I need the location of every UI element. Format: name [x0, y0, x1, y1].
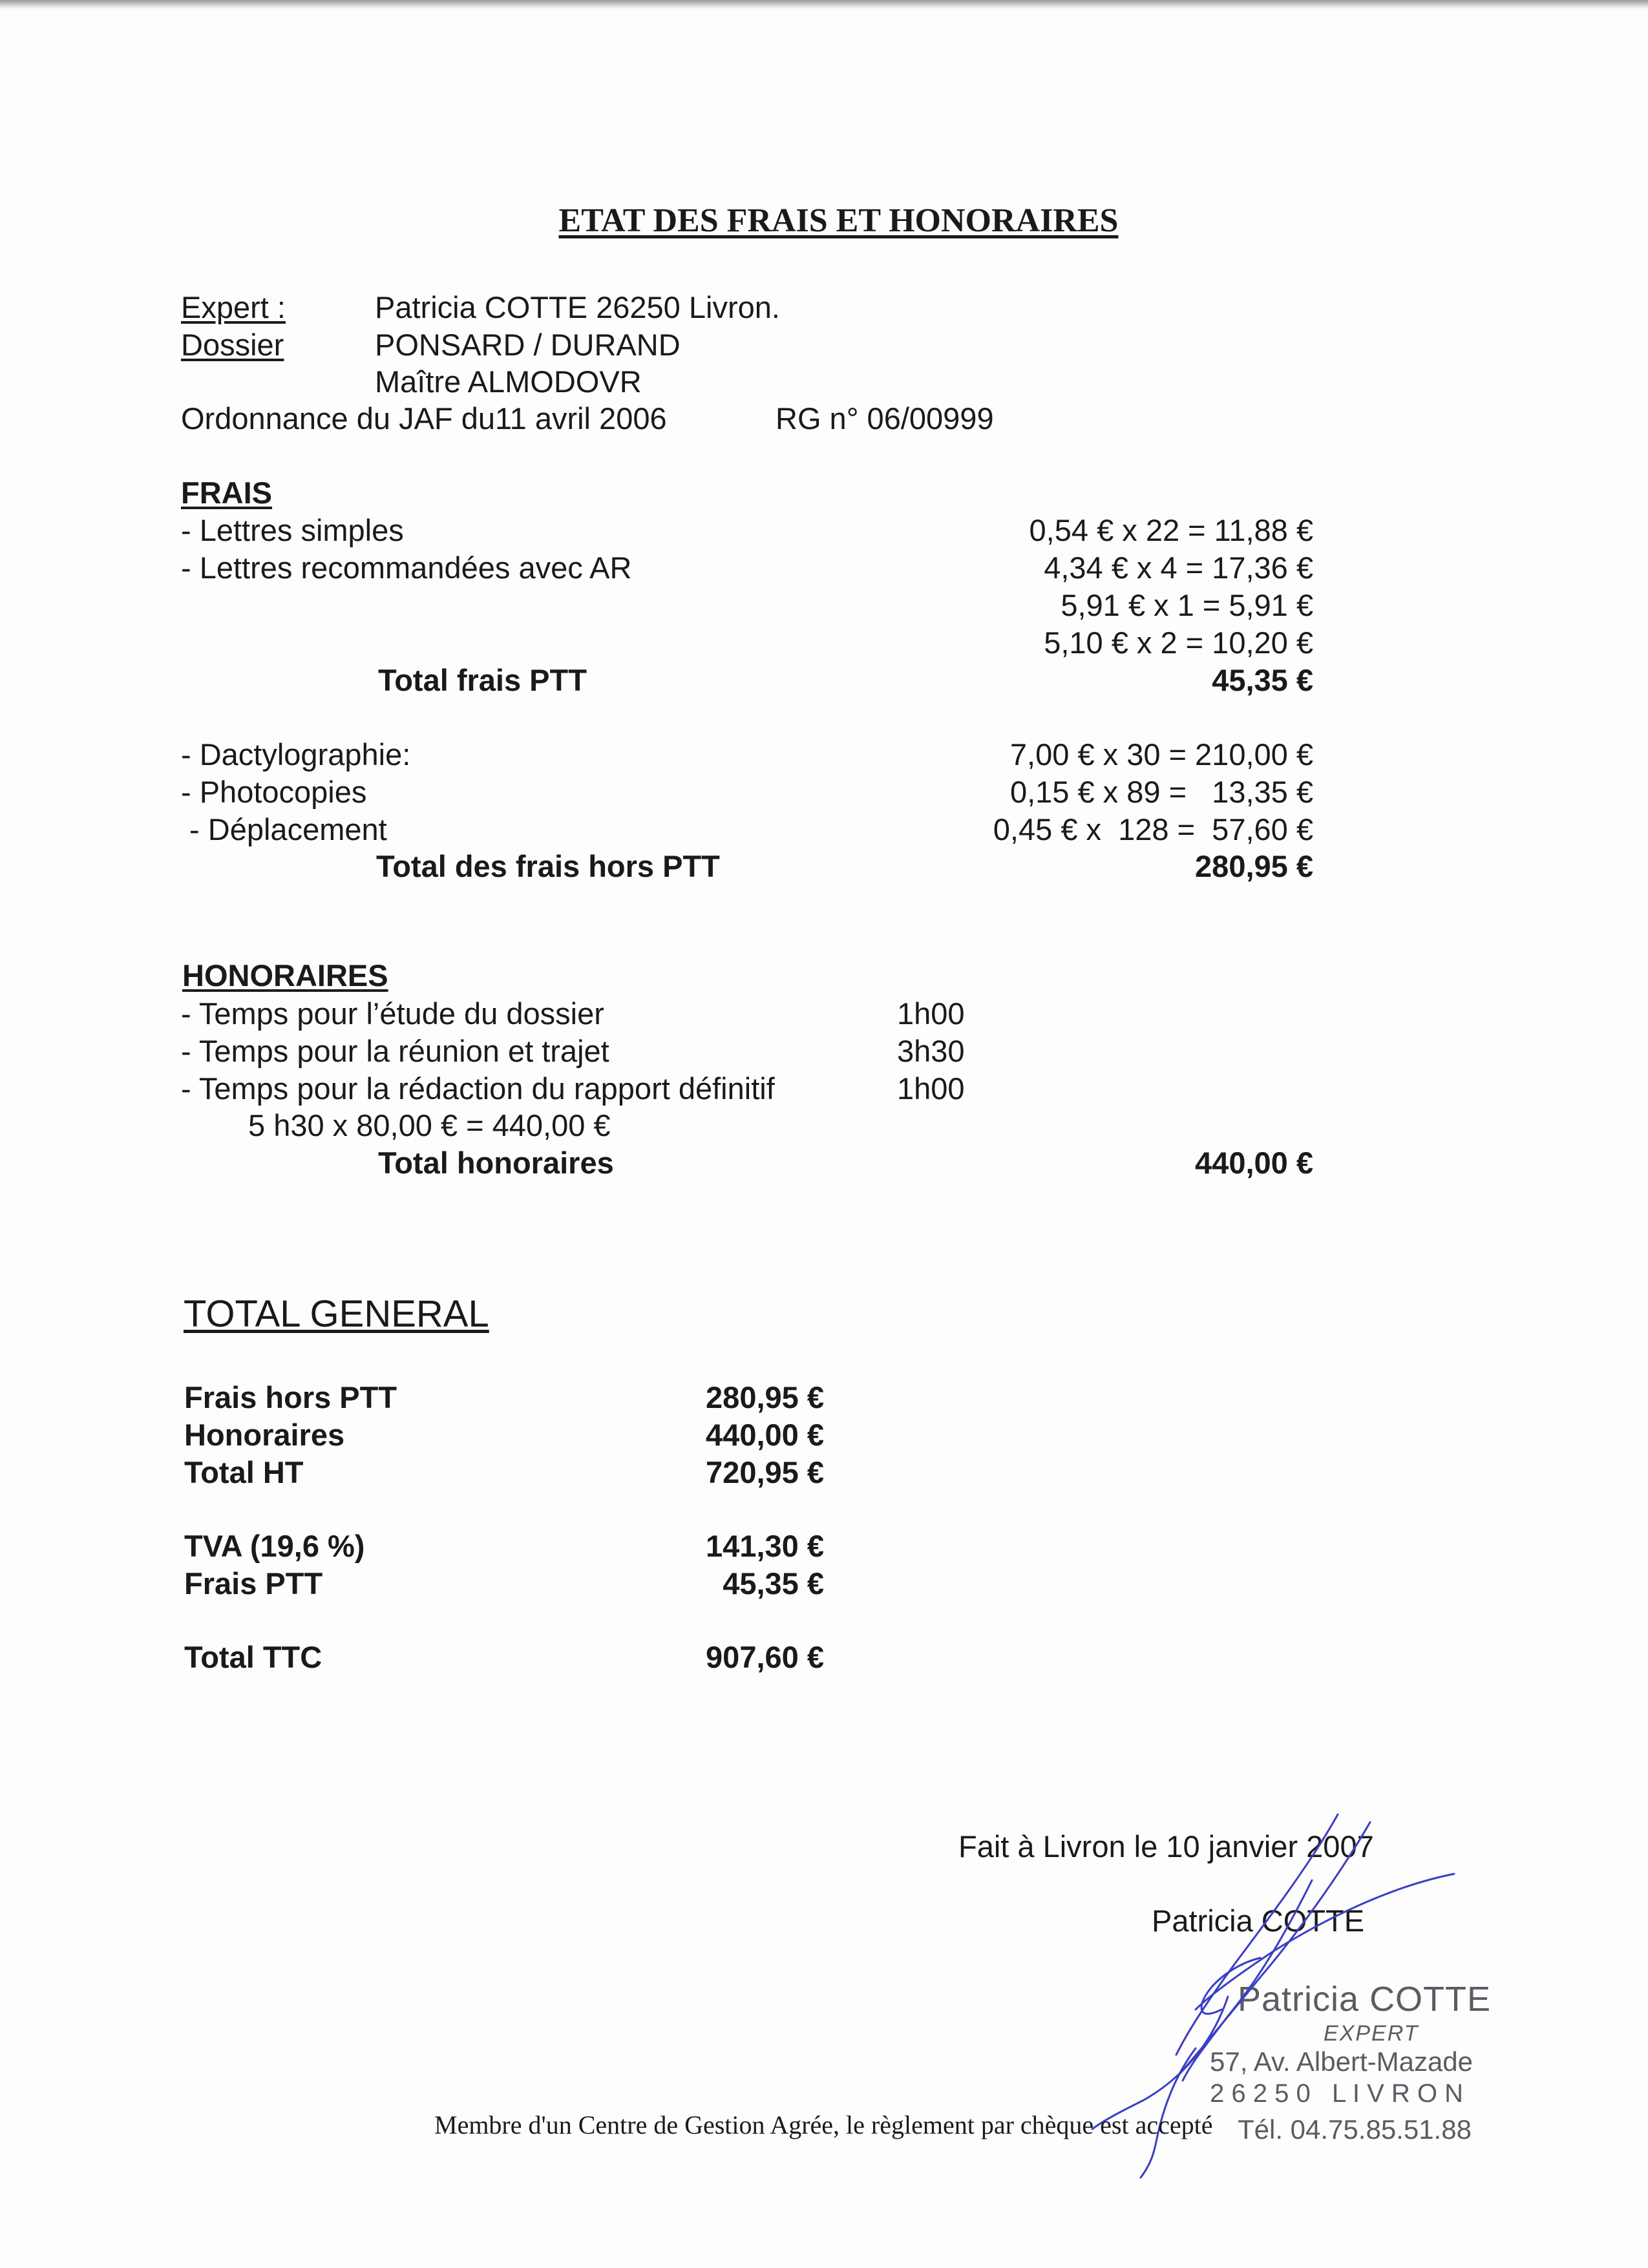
total-hors-label: Total des frais hors PTT	[376, 849, 720, 883]
rg-number: RG n° 06/00999	[776, 401, 994, 436]
tg-row-label: Total TTC	[184, 1640, 322, 1674]
tg-row-label: Total HT	[184, 1455, 304, 1489]
dactylographie: - Dactylographie:	[181, 737, 411, 772]
stamp-name: Patricia COTTE	[1238, 1980, 1492, 2019]
tg-row-value: 907,60 €	[706, 1640, 824, 1674]
honoraire-item: - Temps pour la rédaction du rapport définitif	[181, 1071, 775, 1106]
honoraire-item: - Temps pour la réunion et trajet	[181, 1034, 609, 1068]
document-title: ETAT DES FRAIS ET HONORAIRES	[558, 202, 1119, 239]
tg-row-label: Frais PTT	[184, 1566, 323, 1601]
ptt-line: 5,10 € x 2 = 10,20 €	[1044, 625, 1313, 660]
dossier-lawyer: Maître ALMODOVR	[375, 364, 642, 399]
honoraire-time: 3h30	[897, 1034, 965, 1068]
hors-line: 7,00 € x 30 = 210,00 €	[1009, 737, 1313, 772]
hors-line: 0,45 € x 128 = 57,60 €	[993, 812, 1313, 846]
honoraire-time: 1h00	[897, 996, 965, 1031]
frais-heading: FRAIS	[181, 476, 272, 510]
lettres-recommandees: - Lettres recommandées avec AR	[181, 551, 632, 585]
ptt-line: 0,54 € x 22 = 11,88 €	[1029, 513, 1313, 547]
stamp-address: 57, Av. Albert-Mazade	[1210, 2046, 1474, 2077]
honoraire-time: 1h00	[897, 1071, 965, 1106]
honoraire-item: - Temps pour l’étude du dossier	[181, 996, 604, 1031]
tg-row-label: Frais hors PTT	[184, 1380, 397, 1414]
stamp-role: EXPERT	[1324, 2021, 1419, 2046]
ptt-line: 5,91 € x 1 = 5,91 €	[1061, 588, 1313, 622]
total-general-heading: TOTAL GENERAL	[184, 1293, 489, 1335]
tg-row-label: TVA (19,6 %)	[184, 1529, 365, 1563]
stamp-phone: Tél. 04.75.85.51.88	[1238, 2114, 1472, 2145]
stamp-city: 2 6 2 5 0 L I V R O N	[1210, 2079, 1464, 2108]
honoraires-heading: HONORAIRES	[182, 958, 388, 992]
hors-line: 0,15 € x 89 = 13,35 €	[1009, 775, 1313, 809]
place-date: Fait à Livron le 10 janvier 2007	[958, 1829, 1374, 1864]
total-ptt-label: Total frais PTT	[378, 663, 587, 697]
scan-edge	[0, 0, 1648, 9]
total-ptt-value: 45,35 €	[1212, 663, 1313, 697]
deplacement: - Déplacement	[181, 812, 387, 846]
expert-label: Expert :	[181, 290, 286, 324]
tg-row-value: 141,30 €	[706, 1529, 824, 1563]
tg-row-label: Honoraires	[184, 1418, 345, 1452]
photocopies: - Photocopies	[181, 775, 367, 809]
tg-row-value: 440,00 €	[706, 1418, 824, 1452]
lettres-simples: - Lettres simples	[181, 513, 404, 547]
ptt-line: 4,34 € x 4 = 17,36 €	[1044, 551, 1313, 585]
total-honoraires-value: 440,00 €	[1195, 1146, 1313, 1180]
tg-row-value: 280,95 €	[706, 1380, 824, 1414]
signatory-name: Patricia COTTE	[1152, 1904, 1365, 1938]
total-honoraires-label: Total honoraires	[378, 1146, 614, 1180]
footer-note: Membre d'un Centre de Gestion Agrée, le règlement par chèque est accepté	[434, 2110, 1213, 2139]
expert-value: Patricia COTTE 26250 Livron.	[375, 290, 780, 324]
dossier-label: Dossier	[181, 328, 284, 362]
honoraires-calc: 5 h30 x 80,00 € = 440,00 €	[248, 1108, 611, 1142]
ordonnance: Ordonnance du JAF du11 avril 2006	[181, 401, 667, 436]
total-hors-value: 280,95 €	[1195, 849, 1313, 883]
tg-row-value: 720,95 €	[706, 1455, 824, 1489]
dossier-value: PONSARD / DURAND	[375, 328, 681, 362]
tg-row-value: 45,35 €	[723, 1566, 824, 1601]
